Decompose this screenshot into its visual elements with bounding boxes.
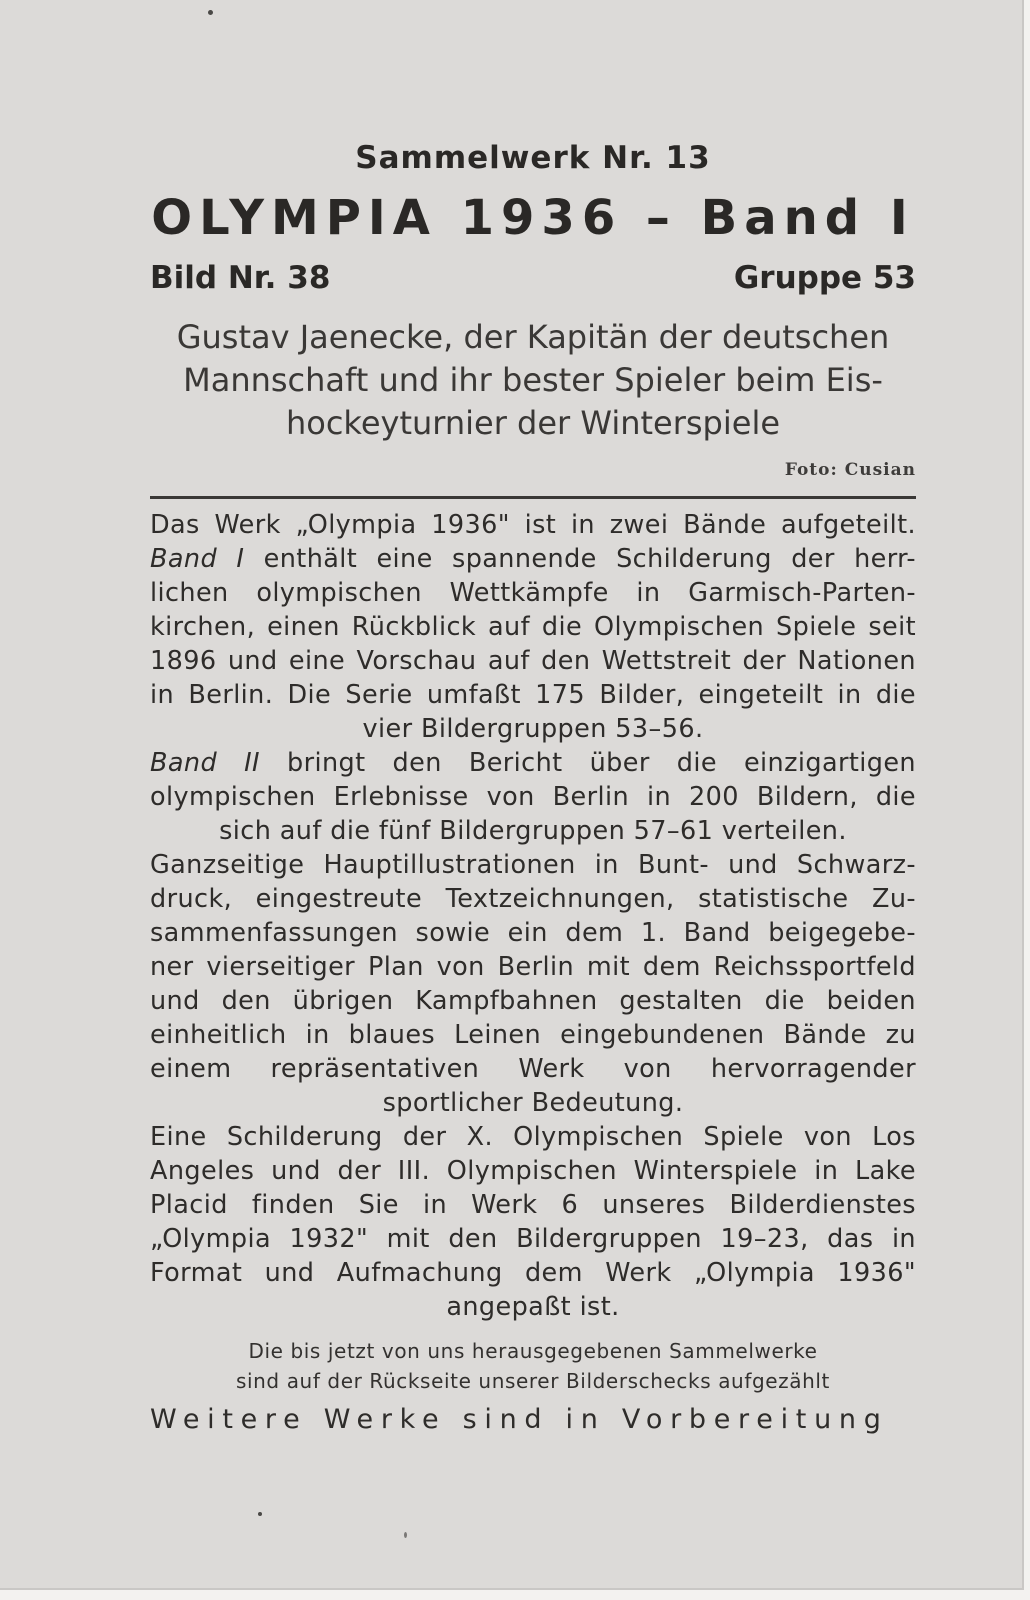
collection-note [150,1336,916,1396]
text-line: Band II bringt den Bericht über die einzigartigen [150,748,916,778]
caption-line: Mannschaft und ihr bester Spieler beim Eis- [183,361,883,399]
band-label: Band II [150,748,260,778]
text-line: ner vierseitiger Plan von Berlin mit dem Reichssportfeld [150,952,916,982]
text-line: Das Werk „Olympia 1936" ist in zwei Bände aufgeteilt. [150,510,916,540]
text-line: druck, eingestreute Textzeichnungen, statistische Zu- [150,884,916,914]
text-line: sammenfassungen sowie ein dem 1. Band beigegebe- [150,918,916,948]
text-line: kirchen, einen Rückblick auf die Olympischen Spiele seit [150,612,916,642]
note-line: Die bis jetzt von uns herausgegebenen Sammelwerke [248,1339,818,1363]
text-line: einheitlich in blaues Leinen eingebundenen Bände zu [150,1020,916,1050]
collection-label: Sammelwerk Nr. 13 [355,140,711,176]
text-line: 1896 und eine Vorschau auf den Wettstreit der Nationen [150,646,916,676]
photo-credit: Foto: Cusian [784,460,916,480]
text-line: lichen olympischen Wettkämpfe in Garmisch-Parten- [150,578,916,608]
caption-line: hockeyturnier der Winterspiele [285,404,781,442]
text-line: vier Bildergruppen 53–56. [362,714,704,744]
description-text [150,508,916,1324]
text-line: Angeles und der III. Olympischen Winterspiele in Lake [150,1156,916,1186]
band-label: Band I [150,544,245,574]
text-line: in Berlin. Die Serie umfaßt 175 Bilder, eingeteilt in die [150,680,916,710]
text-line: sportlicher Bedeutung. [382,1088,684,1118]
text-line: Eine Schilderung der X. Olympischen Spiele von Los [150,1122,916,1152]
text-line: Placid finden Sie in Werk 6 unseres Bilderdienstes [150,1190,916,1220]
footer-line: Weitere Werke sind in Vorbereitung [150,1404,889,1435]
divider-rule [150,496,916,499]
text-line: sich auf die fünf Bildergruppen 57–61 verteilen. [219,816,847,846]
paper-speck [258,1512,262,1516]
bild-group-row [150,260,916,296]
text-line: Ganzseitige Hauptillustrationen in Bunt- und Schwarz- [150,850,916,880]
bild-number: Bild Nr. 38 [150,260,331,296]
picture-caption [150,316,916,445]
card-title: OLYMPIA 1936 – Band I [151,190,915,246]
note-line: sind auf der Rückseite unserer Bilderschecks aufgezählt [235,1369,830,1393]
text-line: einem repräsentativen Werk von hervorragender [150,1054,916,1084]
text-line: „Olympia 1932" mit den Bildergruppen 19–23, das in [150,1224,916,1254]
gruppe-number: Gruppe 53 [733,260,916,296]
text-line: Band I enthält eine spannende Schilderung der herr- [150,544,917,574]
text-line: Format und Aufmachung dem Werk „Olympia 1936" [150,1258,916,1288]
text-line: angepaßt ist. [446,1292,620,1322]
text-line: und den übrigen Kampfbahnen gestalten die beiden [150,986,916,1016]
paper-speck [208,10,213,15]
paper-speck [404,1532,407,1538]
caption-line: Gustav Jaenecke, der Kapitän der deutschen [176,318,890,356]
text-line: olympischen Erlebnisse von Berlin in 200 Bildern, die [150,782,916,812]
